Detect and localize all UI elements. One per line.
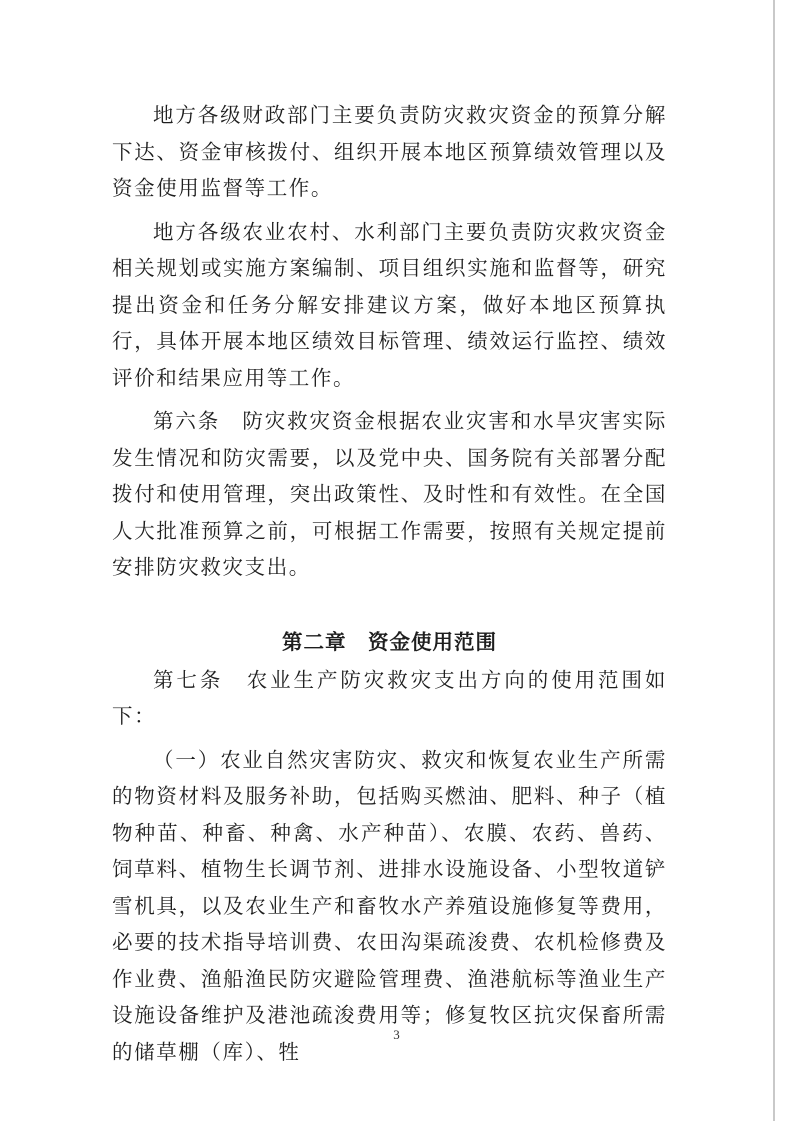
scan-edge-divider [773,0,775,1121]
paragraph-article-6: 第六条 防灾救灾资金根据农业灾害和水旱灾害实际发生情况和防灾需要，以及党中央、国务院有关部署分配拨付和使用管理，突出政策性、及时性和有效性。在全国人大批准预算之前，可根据工作需要，按照有关规定提前安排防灾救灾支出。 [112,409,667,579]
paragraph-item-1: （一）农业自然灾害防灾、救灾和恢复农业生产所需的物资材料及服务补助，包括购买燃油、肥料、种子（植物种苗、种畜、种禽、水产种苗）、农膜、农药、兽药、饲草料、植物生长调节剂、进排水设施设备、小型牧道铲雪机具，以及农业生产和畜牧水产养殖设施修复等费用，必要的技术指导培训费、农田沟渠疏浚费、农机检修费及作业费、渔船渔民防灾避险管理费、渔港航标等渔业生产设施设备维护及港池疏浚费用等；修复牧区抗灾保畜所需的储草棚（库）、牲 [112,747,667,1064]
paragraph-finance-departments: 地方各级财政部门主要负责防灾救灾资金的预算分解下达、资金审核拨付、组织开展本地区预算绩效管理以及资金使用监督等工作。 [112,103,667,200]
paragraph-article-7: 第七条 农业生产防灾救灾支出方向的使用范围如下： [112,667,667,728]
document-body [112,97,667,1070]
chapter-title: 第二章 资金使用范围 [282,629,497,654]
page-number: 3 [393,1027,400,1042]
paragraph-agriculture-water-departments: 地方各级农业农村、水利部门主要负责防灾救灾资金相关规划或实施方案编制、项目组织实施和监督等，研究提出资金和任务分解安排建议方案，做好本地区预算执行，具体开展本地区绩效目标管理、绩效运行监控、绩效评价和结果应用等工作。 [112,219,667,390]
